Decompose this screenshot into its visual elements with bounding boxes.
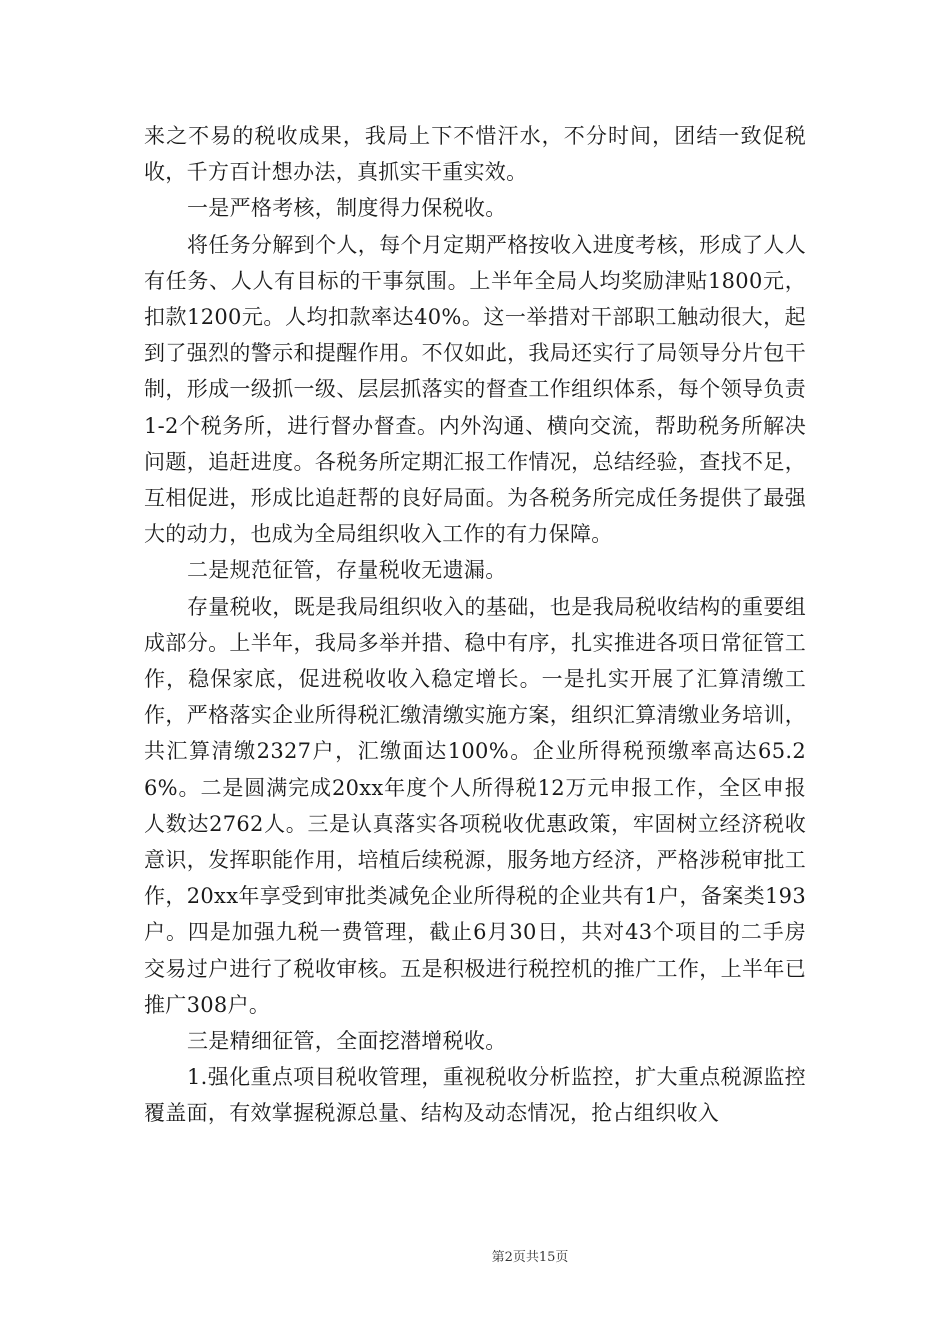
paragraph-3: 将任务分解到个人，每个月定期严格按收入进度考核，形成了人人有任务、人人有目标的干事氛围。上半年全局人均奖励津贴1800元，扣款1200元。人均扣款率达40%。这一举措对干部职工触动很大，起到了强烈的警示和提醒作用。不仅如此，我局还实行了局领导分片包干制，形成一级抓一级、层层抓落实的督查工作组织体系，每个领导负责1-2个税务所，进行督办督查。内外沟通、横向交流，帮助税务所解决问题，追赶进度。各税务所定期汇报工作情况，总结经验，查找不足，互相促进，形成比追赶帮的良好局面。为各税务所完成任务提供了最强大的动力，也成为全局组织收入工作的有力保障。 bbox=[144, 232, 806, 547]
page-footer bbox=[0, 1246, 950, 1265]
paragraph-1: 来之不易的税收成果，我局上下不惜汗水，不分时间，团结一致促税收，千方百计想办法，真抓实干重实效。 bbox=[144, 124, 806, 185]
page-number: 第2页共15页 bbox=[491, 1250, 569, 1265]
paragraph-5: 存量税收，既是我局组织收入的基础，也是我局税收结构的重要组成部分。上半年，我局多举并措、稳中有序，扎实推进各项日常征管工作，稳保家底，促进税收收入稳定增长。一是扎实开展了汇算清缴工作，严格落实企业所得税汇缴清缴实施方案，组织汇算清缴业务培训，共汇算清缴2327户，汇缴面达100%。企业所得税预缴率高达65.26%。二是圆满完成20xx年度个人所得税12万元申报工作，全区申报人数达2762人。三是认真落实各项税收优惠政策，牢固树立经济税收意识，发挥职能作用，培植后续税源，服务地方经济，严格涉税审批工作，20xx年享受到审批类减免企业所得税的企业共有1户，备案类193户。四是加强九税一费管理，截止6月30日，共对43个项目的二手房交易过户进行了税收审核。五是积极进行税控机的推广工作，上半年已推广308户。 bbox=[144, 594, 806, 1017]
paragraph-4-heading: 二是规范征管，存量税收无遗漏。 bbox=[187, 558, 507, 583]
paragraph-6-heading: 三是精细征管，全面挖潜增税收。 bbox=[187, 1029, 507, 1054]
paragraph-7: 1.强化重点项目税收管理，重视税收分析监控，扩大重点税源监控覆盖面，有效掌握税源总量、结构及动态情况，抢占组织收入 bbox=[144, 1065, 806, 1126]
paragraph-2-heading: 一是严格考核，制度得力保税收。 bbox=[187, 196, 507, 221]
document-body bbox=[144, 118, 806, 1132]
